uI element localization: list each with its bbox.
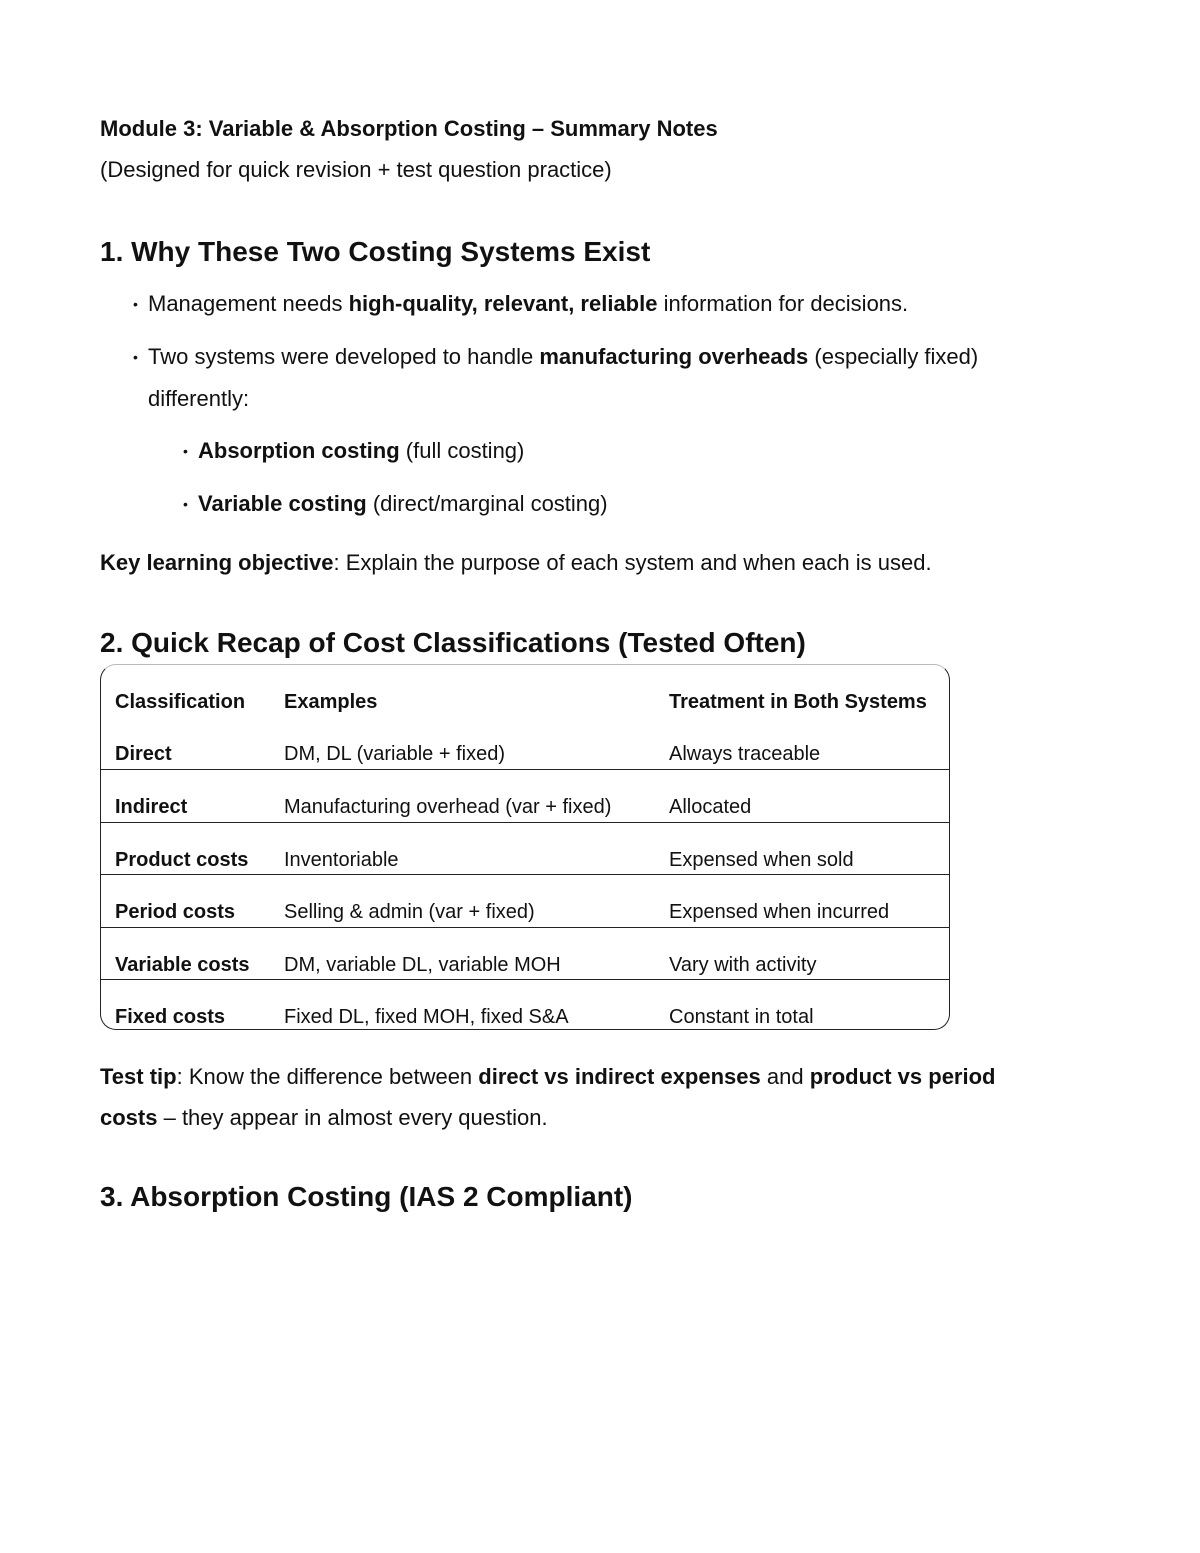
table-cell: Expensed when incurred <box>669 901 890 923</box>
document-subtitle: (Designed for quick revision + test question practice) <box>100 157 612 182</box>
bullet-emphasis: high-quality, relevant, reliable <box>348 291 658 316</box>
tip-emphasis: product vs period <box>809 1064 996 1089</box>
table-header-cell: Classification <box>115 691 246 713</box>
tip-text: : Know the difference between <box>176 1064 479 1089</box>
table-header-row <box>101 665 950 717</box>
section-2-heading: 2. Quick Recap of Cost Classifications (Tested Often) <box>100 627 806 658</box>
table-cell: Selling & admin (var + fixed) <box>284 901 535 923</box>
bullet-two-systems <box>133 336 979 420</box>
objective-label: Key learning objective <box>100 550 334 575</box>
table-cell: Indirect <box>115 796 188 818</box>
table-header-cell: Examples <box>284 691 378 713</box>
table-cell: Fixed costs <box>115 1006 226 1028</box>
table-row <box>101 717 950 769</box>
table-row <box>101 927 950 980</box>
table-cell: Manufacturing overhead (var + fixed) <box>284 796 612 818</box>
bullet-dot-icon: • <box>183 443 188 459</box>
bullet-text: Two systems were developed to handle <box>148 344 540 369</box>
bullet-emphasis: Absorption costing <box>198 438 400 463</box>
section-3-heading: 3. Absorption Costing (IAS 2 Compliant) <box>100 1181 633 1212</box>
table-cell: Fixed DL, fixed MOH, fixed S&A <box>284 1006 569 1028</box>
table-row <box>101 822 950 875</box>
table-cell: Product costs <box>115 849 249 871</box>
table-row <box>101 874 950 927</box>
table-cell: DM, DL (variable + fixed) <box>284 743 505 765</box>
table-cell: Constant in total <box>669 1006 814 1028</box>
bullet-management-needs <box>133 283 909 325</box>
section-1-heading: 1. Why These Two Costing Systems Exist <box>100 236 651 267</box>
bullet-emphasis: manufacturing overheads <box>539 344 809 369</box>
bullet-text: information for decisions. <box>657 291 909 316</box>
table-cell: Always traceable <box>669 743 821 765</box>
cost-classification-table <box>100 664 950 1030</box>
sub-bullet-absorption <box>183 430 525 472</box>
bullet-emphasis: Variable costing <box>198 491 367 516</box>
tip-emphasis: direct vs indirect expenses <box>478 1064 761 1089</box>
key-learning-objective <box>100 542 932 583</box>
bullet-text: (especially fixed) <box>808 344 979 369</box>
test-tip <box>100 1056 995 1138</box>
bullet-dot-icon: • <box>133 349 138 365</box>
bullet-text: (direct/marginal costing) <box>366 491 608 516</box>
bullet-text: (full costing) <box>399 438 525 463</box>
table-cell: Expensed when sold <box>669 849 854 871</box>
tip-emphasis: costs <box>100 1105 158 1130</box>
tip-text: – they appear in almost every question. <box>157 1105 548 1130</box>
table-row <box>101 769 950 822</box>
objective-text: : Explain the purpose of each system and when each is used. <box>333 550 932 575</box>
table-cell: DM, variable DL, variable MOH <box>284 954 561 976</box>
tip-label: Test tip <box>100 1064 177 1089</box>
sub-bullet-variable <box>183 483 608 525</box>
tip-text: and <box>760 1064 810 1089</box>
table-header-cell: Treatment in Both Systems <box>669 691 927 713</box>
bullet-text: Management needs <box>148 291 349 316</box>
table-cell: Period costs <box>115 901 236 923</box>
table-cell: Direct <box>115 743 172 765</box>
table-cell: Inventoriable <box>284 849 399 871</box>
table-cell: Vary with activity <box>669 954 817 976</box>
bullet-text-continued: differently: <box>148 386 250 411</box>
table-cell: Variable costs <box>115 954 250 976</box>
table-cell: Allocated <box>669 796 752 818</box>
bullet-dot-icon: • <box>183 496 188 512</box>
table-row <box>101 979 950 1030</box>
document-title: Module 3: Variable & Absorption Costing – Summary Notes <box>100 116 718 141</box>
bullet-dot-icon: • <box>133 296 138 312</box>
